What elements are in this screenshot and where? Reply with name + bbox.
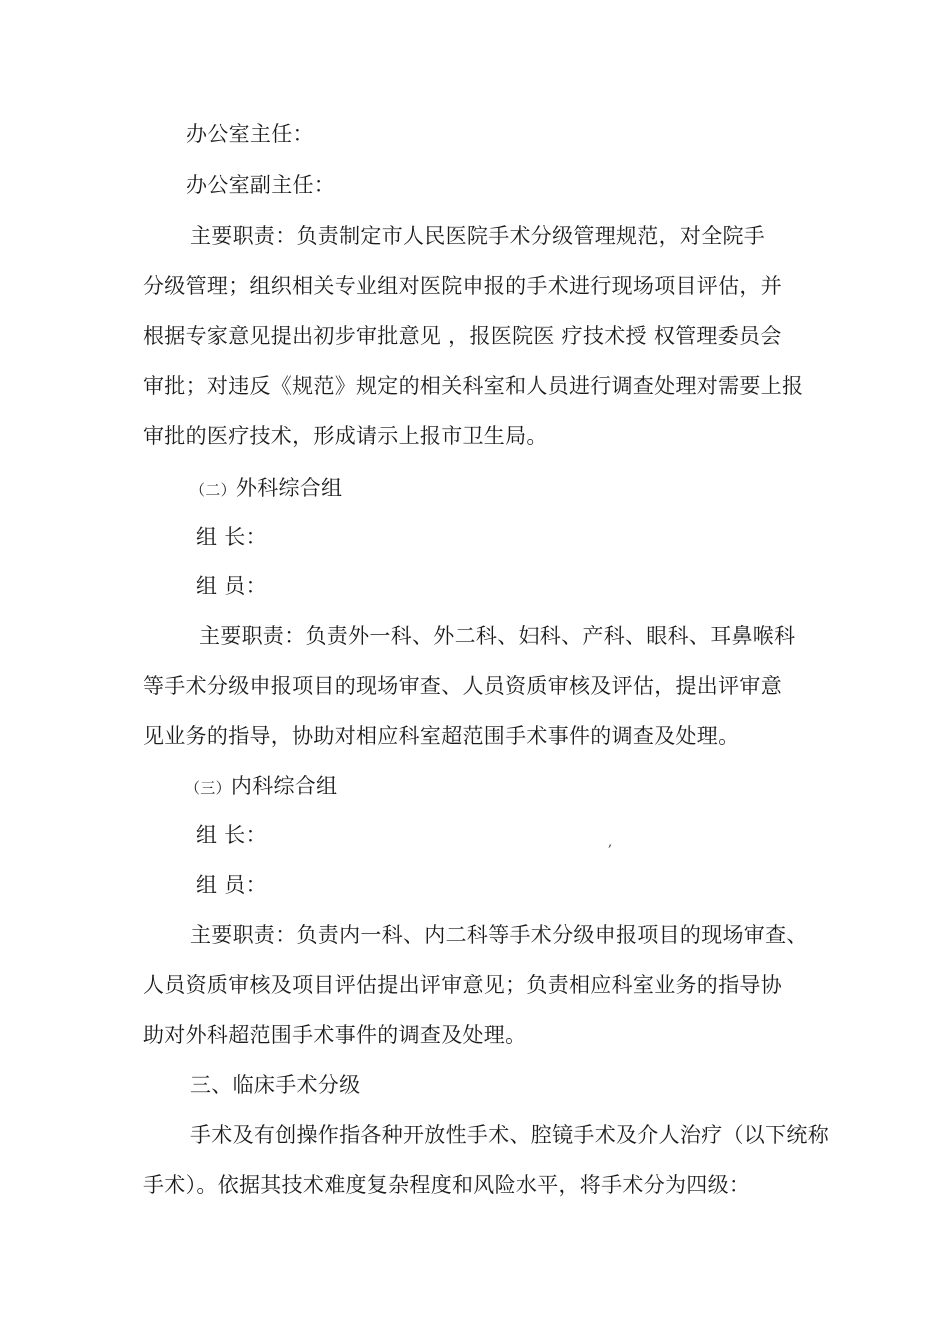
section-heading-clinical-grading: 三、临床手术分级 [190, 1073, 361, 1097]
section-title: 外科综合组 [235, 476, 343, 500]
paragraph-line: 审批的医疗技术，形成请示上报市卫生局。 [143, 424, 548, 448]
paragraph-line: 人员资质审核及项目评估提出评审意见；负责相应科室业务的指导协 [143, 973, 782, 997]
paragraph-line: 根据专家意见提出初步审批意见 ，报医院医 疗技术授 权管理委员会 [143, 324, 782, 348]
group-leader-label: 组 长： [196, 525, 267, 549]
section-heading-surgery-group [190, 474, 342, 504]
paragraph-line: 手术及有创操作指各种开放性手术、腔镜手术及介人治疗（以下统称 [190, 1123, 829, 1147]
office-director-label: 办公室主任： [186, 122, 314, 146]
section-number: （二） [190, 481, 236, 499]
office-deputy-director-label: 办公室副主任： [186, 173, 336, 197]
section-number: （三） [185, 779, 231, 797]
section-heading-internal-group [185, 772, 337, 802]
paragraph-line: 助对外科超范围手术事件的调查及处理。 [143, 1023, 527, 1047]
paragraph-line: 分级管理；组织相关专业组对医院申报的手术进行现场项目评估，并 [143, 274, 782, 298]
group-member-label: 组 员： [196, 574, 267, 598]
group-member-label: 组 员： [196, 873, 267, 897]
paragraph-line: 等手术分级申报项目的现场审查、人员资质审核及评估，提出评审意 [143, 674, 782, 698]
paragraph-line: 主要职责：负责内一科、内二科等手术分级申报项目的现场审查、 [190, 923, 808, 947]
paragraph-line: 见业务的指导，协助对相应科室超范围手术事件的调查及处理。 [143, 724, 740, 748]
paragraph-line: 主要职责：负责外一科、外二科、妇科、产科、眼科、耳鼻喉科 [199, 624, 796, 648]
paragraph-line: 审批；对违反《规范》规定的相关科室和人员进行调查处理对需要上报 [143, 374, 804, 398]
section-title: 内科综合组 [230, 774, 338, 798]
paragraph-line: 手术）。依据其技术难度复杂程度和风险水平，将手术分为四级： [143, 1173, 751, 1197]
stray-comma-mark: , [608, 835, 613, 850]
paragraph-line: 主要职责：负责制定市人民医院手术分级管理规范，对全院手 [190, 224, 766, 248]
group-leader-label: 组 长： [196, 823, 267, 847]
